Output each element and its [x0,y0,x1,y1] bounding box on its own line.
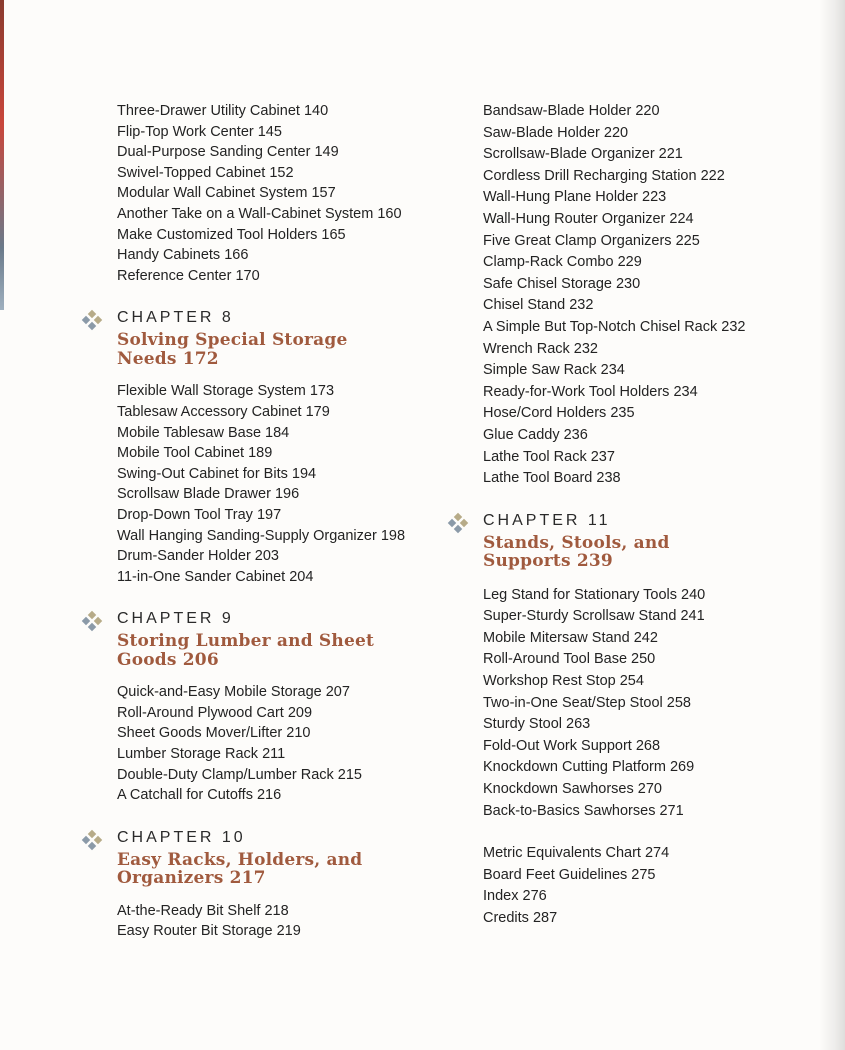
toc-entry[interactable]: Leg Stand for Stationary Tools 240 [483,586,706,603]
toc-entry[interactable]: Workshop Rest Stop 254 [483,673,644,690]
toc-entry[interactable]: Five Great Clamp Organizers 225 [483,232,700,249]
toc-entry[interactable]: Wall Hanging Sanding-Supply Organizer 198 [117,527,406,544]
chapter-title-line: Easy Racks, Holders, and [117,849,363,870]
toc-entry[interactable]: Metric Equivalents Chart 274 [483,845,670,862]
toc-entry[interactable]: Mobile Mitersaw Stand 242 [483,629,658,646]
toc-entry[interactable]: Handy Cabinets 166 [117,247,249,264]
toc-entry[interactable]: Flip-Top Work Center 145 [117,123,282,140]
toc-entry[interactable]: Board Feet Guidelines 275 [483,866,656,883]
toc-entry[interactable]: Easy Router Bit Storage 219 [117,923,301,940]
toc-left-column [117,101,447,942]
toc-entry[interactable]: Double-Duty Clamp/Lumber Rack 215 [117,766,362,783]
toc-entry[interactable]: Flexible Wall Storage System 173 [117,383,335,400]
toc-entry[interactable]: Dual-Purpose Sanding Center 149 [117,144,339,161]
toc-entry[interactable]: Roll-Around Plywood Cart 209 [117,704,313,721]
toc-entry[interactable]: Wrench Rack 232 [483,340,598,357]
toc-entry[interactable]: Back-to-Basics Sawhorses 271 [483,802,684,819]
chapter-9-section [117,609,447,806]
toc-entry-list [117,101,447,286]
diamond-cluster-icon [83,612,101,630]
toc-entry[interactable]: Reference Center 170 [117,267,260,284]
toc-entry[interactable]: Quick-and-Easy Mobile Storage 207 [117,684,350,701]
chapter-title[interactable] [483,534,803,571]
toc-entry[interactable]: Sturdy Stool 263 [483,716,591,733]
toc-entry[interactable]: 11-in-One Sander Cabinet 204 [117,568,314,585]
chapter-label: CHAPTER 8 [117,309,234,327]
toc-entry-list [117,381,447,587]
toc-entry[interactable]: Ready-for-Work Tool Holders 234 [483,383,698,400]
chapter-title[interactable] [117,632,447,669]
chapter-8-section [117,308,447,587]
chapter-label: CHAPTER 11 [483,511,611,529]
toc-entry[interactable]: Swing-Out Cabinet for Bits 194 [117,465,317,482]
chapter-10-section [117,828,447,942]
toc-right-column [483,101,803,930]
chapter-title-line: Solving Special Storage [117,330,348,351]
toc-entry[interactable]: Simple Saw Rack 234 [483,362,625,379]
toc-entry[interactable]: Drop-Down Tool Tray 197 [117,506,282,523]
toc-entry[interactable]: Lathe Tool Rack 237 [483,448,615,465]
toc-entry[interactable]: Scrollsaw Blade Drawer 196 [117,486,300,503]
toc-entry[interactable]: Sheet Goods Mover/Lifter 210 [117,725,311,742]
toc-entry[interactable]: Index 276 [483,888,547,905]
toc-entry[interactable]: Super-Sturdy Scrollsaw Stand 241 [483,608,705,625]
toc-entry[interactable]: Wall-Hung Router Organizer 224 [483,210,694,227]
toc-entry[interactable]: Knockdown Sawhorses 270 [483,781,662,798]
toc-entry[interactable]: Mobile Tablesaw Base 184 [117,424,290,441]
toc-entry-list [117,901,447,942]
chapter-title-line: Organizers 217 [117,868,266,889]
chapter-11-section [483,511,803,823]
toc-entry[interactable]: A Simple But Top-Notch Chisel Rack 232 [483,318,746,335]
toc-entry-list [483,585,803,823]
toc-entry[interactable]: Wall-Hung Plane Holder 223 [483,189,667,206]
toc-entry-list [483,101,803,490]
toc-entry[interactable]: Modular Wall Cabinet System 157 [117,185,336,202]
toc-entry[interactable]: Make Customized Tool Holders 165 [117,226,346,243]
chapter-label: CHAPTER 9 [117,610,234,628]
toc-entry[interactable]: Chisel Stand 232 [483,297,594,314]
toc-entry[interactable]: Drum-Sander Holder 203 [117,548,279,565]
toc-entry[interactable]: A Catchall for Cutoffs 216 [117,787,282,804]
back-matter-list [483,843,803,929]
toc-entry[interactable]: Hose/Cord Holders 235 [483,405,635,422]
diamond-cluster-icon [449,514,467,532]
toc-entry[interactable]: Lathe Tool Board 238 [483,470,621,487]
diamond-cluster-icon [83,831,101,849]
page-edge-decoration [0,0,4,310]
chapter-title[interactable] [117,331,447,368]
toc-entry[interactable]: Scrollsaw-Blade Organizer 221 [483,146,683,163]
toc-entry[interactable]: Knockdown Cutting Platform 269 [483,759,695,776]
toc-entry[interactable]: Lumber Storage Rack 211 [117,746,286,763]
toc-entry[interactable]: Safe Chisel Storage 230 [483,275,641,292]
chapter-title-line: Needs 172 [117,348,219,369]
chapter-label: CHAPTER 10 [117,828,246,846]
chapter-title-line: Storing Lumber and Sheet [117,631,375,652]
toc-entry[interactable]: Credits 287 [483,910,558,926]
toc-entry[interactable]: Cordless Drill Recharging Station 222 [483,167,725,184]
chapter-title-line: Stands, Stools, and [483,532,670,553]
toc-entry[interactable]: Clamp-Rack Combo 229 [483,254,642,271]
toc-entry[interactable]: At-the-Ready Bit Shelf 218 [117,902,289,919]
toc-entry[interactable]: Tablesaw Accessory Cabinet 179 [117,403,330,420]
toc-entry[interactable]: Mobile Tool Cabinet 189 [117,445,273,462]
page-gutter-shadow [819,0,845,1050]
toc-entry[interactable]: Swivel-Topped Cabinet 152 [117,164,294,181]
chapter-title-line: Goods 206 [117,649,219,670]
toc-entry[interactable]: Fold-Out Work Support 268 [483,737,661,754]
chapter-title-line: Supports 239 [483,551,613,572]
toc-entry[interactable]: Roll-Around Tool Base 250 [483,651,656,668]
toc-entry-list [117,682,447,806]
toc-entry[interactable]: Two-in-One Seat/Step Stool 258 [483,694,691,711]
toc-entry[interactable]: Three-Drawer Utility Cabinet 140 [117,103,329,119]
chapter-title[interactable] [117,851,447,888]
toc-entry[interactable]: Another Take on a Wall-Cabinet System 160 [117,205,402,222]
diamond-cluster-icon [83,311,101,329]
toc-entry[interactable]: Bandsaw-Blade Holder 220 [483,103,660,119]
toc-entry[interactable]: Glue Caddy 236 [483,426,588,443]
toc-entry[interactable]: Saw-Blade Holder 220 [483,124,629,141]
